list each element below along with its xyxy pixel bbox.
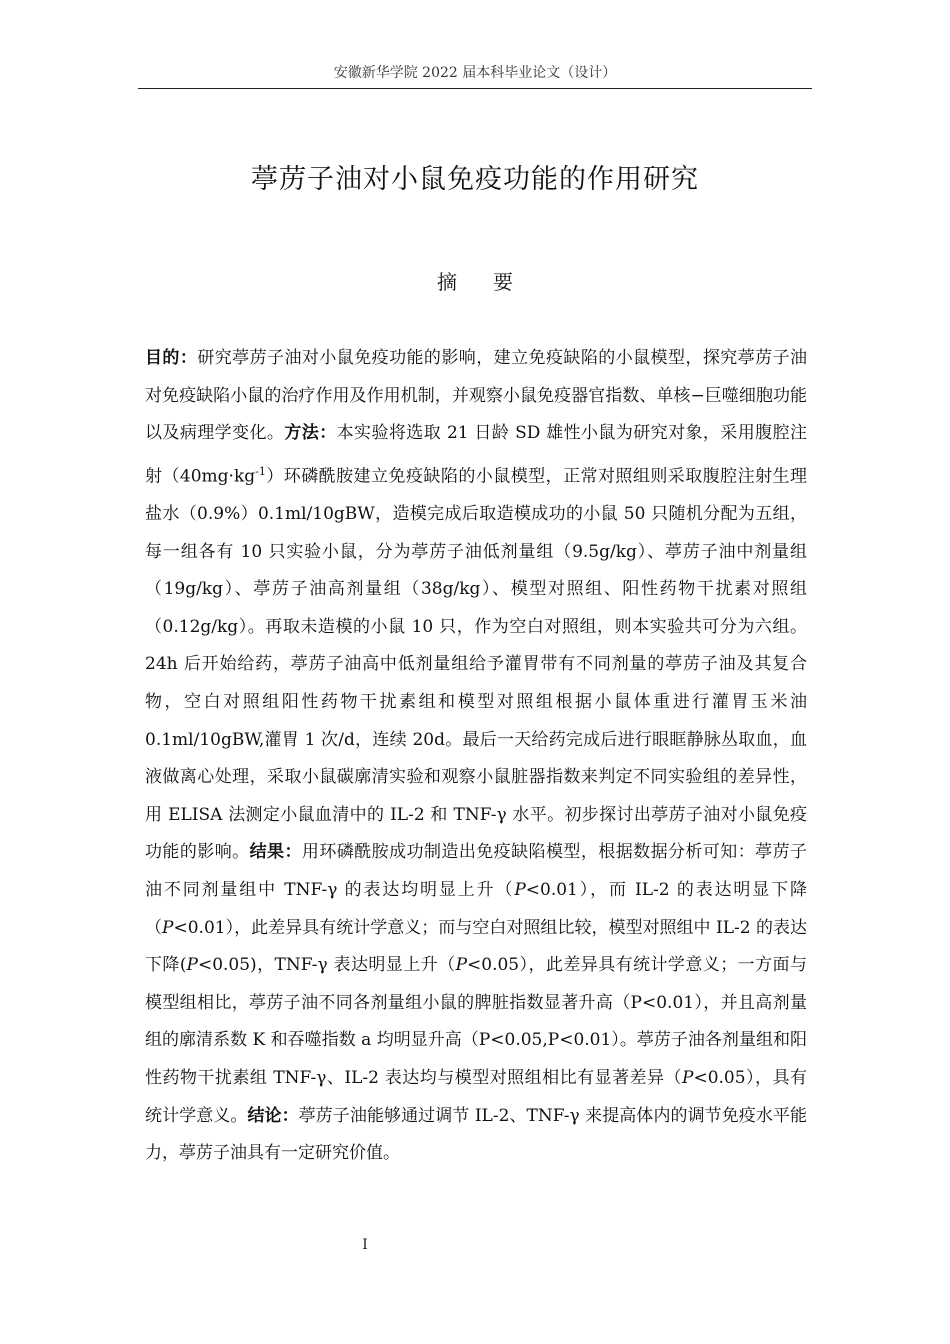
thesis-title: 葶苈子油对小鼠免疫功能的作用研究: [251, 164, 699, 195]
result-text-6: <0.05），具有统计学意义。: [145, 1067, 807, 1126]
result-text-3: <0.01），此差异具有统计学意义；而与空白对照组比较，模型对照组中 IL-2 的表达下降(: [145, 917, 808, 976]
abstract-heading: [138, 262, 812, 302]
result-label: 结果：: [249, 842, 302, 863]
abstract-heading-char-2: 要: [493, 270, 513, 294]
conclusion-label: 结论：: [247, 1105, 299, 1126]
p-value-symbol: P: [455, 955, 468, 976]
page-number: I: [362, 1237, 368, 1253]
method-text-1: 本实验将选取 21 日龄 SD 雄性小鼠为研究对象，采用腹腔注射（40mg·kg: [145, 423, 808, 487]
header-divider: [138, 88, 812, 89]
method-text-2: ）环磷酰胺建立免疫缺陷的小鼠模型，正常对照组则采取腹腔注射生理盐水（0.9%）0.1ml/10gBW，造模完成后取造模成功的小鼠 50 只随机分配为五组，每一组各有 10 只实验小鼠，分为葶苈子油低剂量组（9.5g/kg）、葶苈子油中剂量组（19g/kg）、葶苈子油高剂量组（38g/kg）、模型对照组、阳性药物干扰素对照组（0.12g/kg）。再取未造模的小鼠 10 只，作为空白对照组，则本实验共可分为六组。24h 后开始给药，葶苈子油高中低剂量组给予灌胃带有不同剂量的葶苈子油及其复合物，空白对照组阳性药物干扰素组和模型对照组根据小鼠体重进行灌胃玉米油 0.1ml/10gBW,灌胃 1 次/d，连续 20d。最后一天给药完成后进行眼眶静脉丛取血，血液做离心处理，采取小鼠碳廓清实验和观察小鼠脏器指数来判定不同实验组的差异性，用 ELISA 法测定小鼠血清中的 IL-2 和 TNF-γ 水平。初步探讨出葶苈子油对小鼠免疫功能的影响。: [145, 466, 807, 863]
result-text-2: <0.01），而 IL-2 的表达明显下降（: [145, 879, 807, 938]
purpose-label: 目的：: [145, 348, 198, 368]
p-value-symbol: P: [682, 1067, 694, 1088]
superscript-minus-one: -1: [255, 464, 266, 478]
purpose-text: 研究葶苈子油对小鼠免疫功能的影响，建立免疫缺陷的小鼠模型，探究葶苈子油对免疫缺陷小鼠的治疗作用及作用机制，并观察小鼠免疫器官指数、单核−巨噬细胞功能以及病理学变化。: [145, 348, 808, 444]
p-value-symbol: P: [162, 917, 174, 938]
method-label: 方法：: [284, 423, 337, 444]
conclusion-text: 葶苈子油能够通过调节 IL-2、TNF-γ 来提高体内的调节免疫水平能力，葶苈子油具有一定研究价值。: [145, 1105, 808, 1164]
p-value-symbol: P: [514, 879, 526, 900]
p-value-symbol: P: [186, 955, 198, 976]
abstract-heading-char-1: 摘: [437, 270, 457, 294]
running-header: 安徽新华学院 2022 届本科毕业论文（设计）: [333, 65, 617, 81]
result-text-1: 用环磷酰胺成功制造出免疫缺陷模型，根据数据分析可知：葶苈子油不同剂量组中 TNF-γ 的表达均明显上升（: [145, 842, 808, 900]
result-text-4: <0.05)，TNF-γ 表达明显上升（: [197, 955, 456, 976]
result-text-5: <0.05），此差异具有统计学意义；一方面与模型组相比，葶苈子油不同各剂量组小鼠的脾脏指数显著升高（P<0.01），并且高剂量组的廓清系数 K 和吞噬指数 a 均明显升高（P<0.05,P<0.01）。葶苈子油各剂量组和阳性药物干扰素组 TNF-γ、IL-2 表达均与模型对照组相比有显著差异（: [145, 955, 807, 1088]
abstract-body: [145, 340, 807, 1173]
